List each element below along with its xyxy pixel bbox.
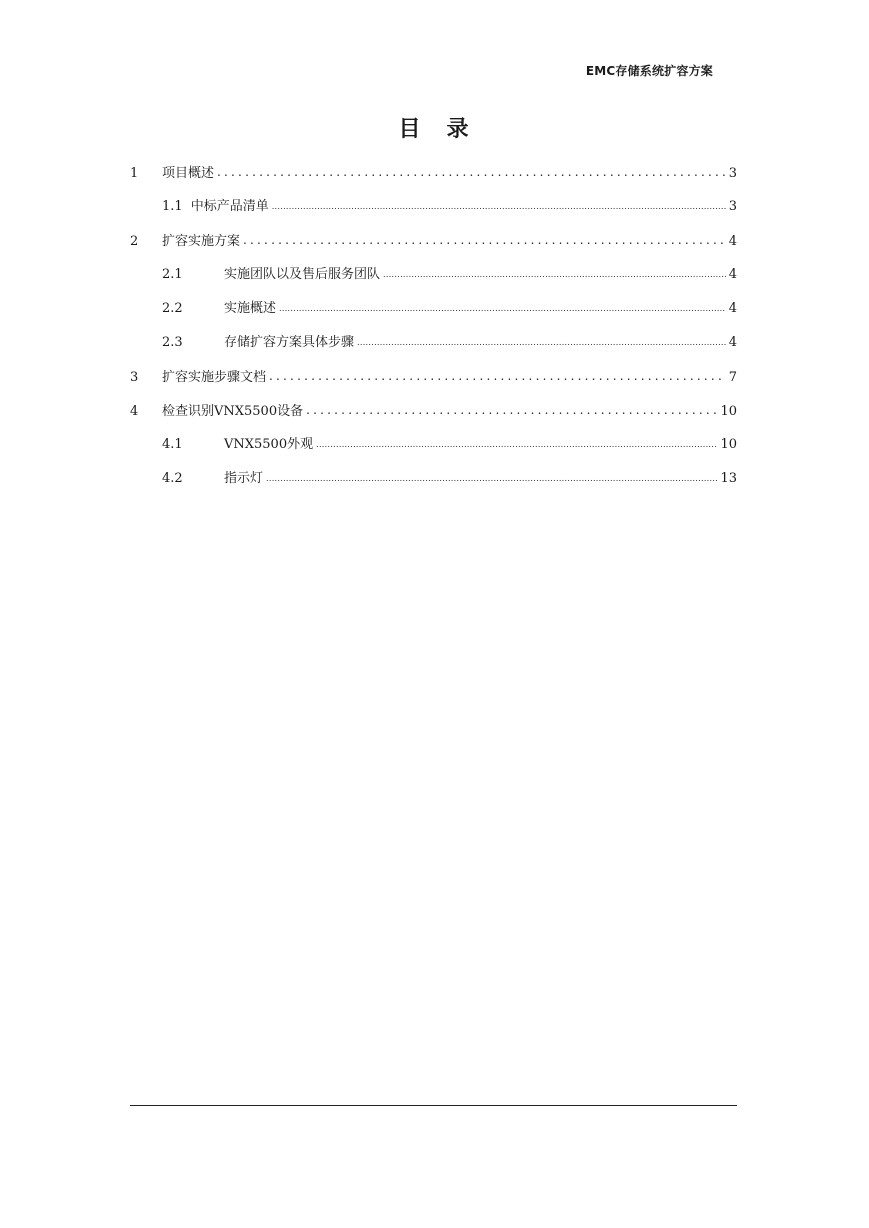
toc-entry-title: 检查识别VNX5500设备 bbox=[162, 404, 304, 419]
toc-dot-leader bbox=[357, 330, 726, 356]
toc-entry-title: VNX5500外观 bbox=[224, 437, 314, 452]
toc-entry-number: 1 bbox=[130, 166, 139, 181]
toc-entry[interactable] bbox=[130, 432, 737, 466]
table-of-contents bbox=[130, 160, 737, 500]
toc-entry-page: 10 bbox=[720, 437, 737, 452]
toc-entry-number: 4.2 bbox=[162, 471, 183, 486]
toc-entry-page: 3 bbox=[728, 166, 737, 181]
toc-entry[interactable] bbox=[130, 364, 737, 398]
toc-dot-leader bbox=[243, 227, 726, 253]
toc-entry[interactable] bbox=[130, 330, 737, 364]
toc-entry-number: 4 bbox=[130, 404, 139, 419]
toc-entry-number: 3 bbox=[130, 370, 139, 385]
toc-entry-page: 3 bbox=[728, 199, 737, 214]
toc-entry-page: 4 bbox=[728, 335, 737, 350]
toc-entry[interactable] bbox=[130, 228, 737, 262]
footer-divider bbox=[130, 1105, 737, 1106]
toc-entry[interactable] bbox=[130, 194, 737, 228]
toc-entry[interactable] bbox=[130, 466, 737, 500]
toc-entry-number: 2.3 bbox=[162, 335, 183, 350]
toc-entry-title: 实施概述 bbox=[224, 301, 277, 316]
toc-entry-title: 扩容实施方案 bbox=[162, 234, 241, 249]
toc-entry[interactable] bbox=[130, 398, 737, 432]
toc-entry-number: 2.1 bbox=[162, 267, 183, 282]
toc-entry-title: 存储扩容方案具体步骤 bbox=[224, 335, 355, 350]
toc-entry[interactable] bbox=[130, 160, 737, 194]
toc-dot-leader bbox=[306, 397, 717, 423]
toc-entry[interactable] bbox=[130, 296, 737, 330]
toc-title: 目 录 bbox=[398, 117, 471, 142]
toc-entry-title: 项目概述 bbox=[162, 166, 215, 181]
toc-entry-page: 7 bbox=[728, 370, 737, 385]
toc-entry-page: 4 bbox=[728, 234, 737, 249]
toc-dot-leader bbox=[269, 363, 726, 389]
toc-entry-title: 实施团队以及售后服务团队 bbox=[224, 267, 381, 282]
toc-entry-page: 10 bbox=[720, 404, 737, 419]
toc-dot-leader bbox=[266, 466, 717, 492]
toc-dot-leader bbox=[383, 262, 726, 288]
toc-dot-leader bbox=[272, 194, 726, 220]
toc-entry-number: 2 bbox=[130, 234, 139, 249]
toc-dot-leader bbox=[217, 159, 726, 185]
toc-entry-title: 中标产品清单 bbox=[190, 199, 269, 214]
toc-entry-page: 4 bbox=[728, 267, 737, 282]
toc-entry-number: 4.1 bbox=[162, 437, 183, 452]
toc-dot-leader bbox=[279, 296, 726, 322]
page-header-title: EMC存储系统扩容方案 bbox=[585, 64, 713, 78]
toc-entry[interactable] bbox=[130, 262, 737, 296]
toc-entry-page: 4 bbox=[728, 301, 737, 316]
toc-entry-title: 指示灯 bbox=[224, 471, 264, 486]
toc-entry-number: 2.2 bbox=[162, 301, 183, 316]
toc-entry-page: 13 bbox=[720, 471, 737, 486]
toc-entry-number: 1.1 bbox=[162, 199, 183, 214]
toc-entry-title: 扩容实施步骤文档 bbox=[162, 370, 267, 385]
toc-dot-leader bbox=[316, 432, 717, 458]
